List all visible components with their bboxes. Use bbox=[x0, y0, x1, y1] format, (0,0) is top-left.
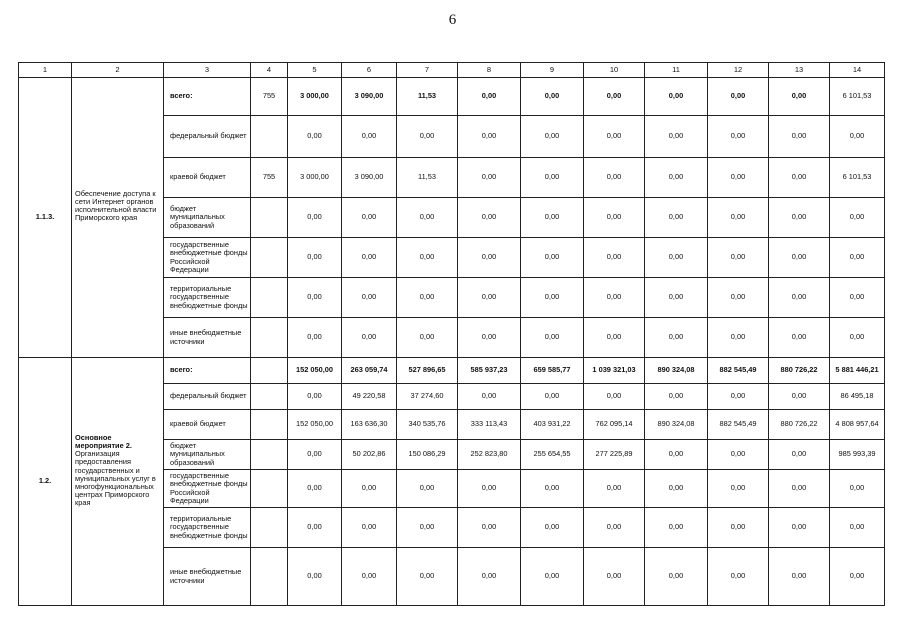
amount-cell: 0,00 bbox=[645, 548, 708, 606]
column-header: 11 bbox=[645, 63, 708, 78]
amount-cell: 0,00 bbox=[521, 384, 584, 410]
column-4-value bbox=[251, 440, 288, 470]
amount-cell: 0,00 bbox=[521, 238, 584, 278]
amount-cell: 882 545,49 bbox=[708, 358, 769, 384]
amount-cell: 0,00 bbox=[708, 470, 769, 508]
amount-cell: 340 535,76 bbox=[397, 410, 458, 440]
amount-cell: 0,00 bbox=[830, 470, 885, 508]
funding-source: федеральный бюджет bbox=[164, 384, 251, 410]
amount-cell: 0,00 bbox=[584, 384, 645, 410]
amount-cell: 3 090,00 bbox=[342, 158, 397, 198]
amount-cell: 263 059,74 bbox=[342, 358, 397, 384]
amount-cell: 163 636,30 bbox=[342, 410, 397, 440]
table-row bbox=[19, 358, 885, 384]
amount-cell: 0,00 bbox=[708, 548, 769, 606]
amount-cell: 0,00 bbox=[645, 78, 708, 116]
amount-cell: 0,00 bbox=[288, 440, 342, 470]
column-4-value bbox=[251, 318, 288, 358]
column-4-value bbox=[251, 410, 288, 440]
amount-cell: 0,00 bbox=[645, 278, 708, 318]
amount-cell: 0,00 bbox=[521, 116, 584, 158]
amount-cell: 0,00 bbox=[584, 198, 645, 238]
amount-cell: 0,00 bbox=[708, 440, 769, 470]
funding-source: краевой бюджет bbox=[164, 410, 251, 440]
amount-cell: 0,00 bbox=[342, 278, 397, 318]
amount-cell: 0,00 bbox=[458, 158, 521, 198]
amount-cell: 49 220,58 bbox=[342, 384, 397, 410]
amount-cell: 0,00 bbox=[458, 548, 521, 606]
amount-cell: 0,00 bbox=[521, 470, 584, 508]
amount-cell: 0,00 bbox=[769, 548, 830, 606]
amount-cell: 0,00 bbox=[458, 78, 521, 116]
funding-source: краевой бюджет bbox=[164, 158, 251, 198]
amount-cell: 0,00 bbox=[708, 198, 769, 238]
amount-cell: 37 274,60 bbox=[397, 384, 458, 410]
amount-cell: 0,00 bbox=[288, 508, 342, 548]
item-name-cell bbox=[72, 78, 164, 358]
funding-source: всего: bbox=[164, 358, 251, 384]
column-header: 5 bbox=[288, 63, 342, 78]
funding-source: федеральный бюджет bbox=[164, 116, 251, 158]
amount-cell: 0,00 bbox=[342, 470, 397, 508]
column-header: 1 bbox=[19, 63, 72, 78]
column-header: 2 bbox=[72, 63, 164, 78]
amount-cell: 0,00 bbox=[708, 384, 769, 410]
column-4-value bbox=[251, 358, 288, 384]
amount-cell: 50 202,86 bbox=[342, 440, 397, 470]
amount-cell: 0,00 bbox=[830, 318, 885, 358]
amount-cell: 0,00 bbox=[397, 548, 458, 606]
column-4-value bbox=[251, 198, 288, 238]
amount-cell: 880 726,22 bbox=[769, 410, 830, 440]
amount-cell: 0,00 bbox=[342, 548, 397, 606]
amount-cell: 0,00 bbox=[342, 116, 397, 158]
amount-cell: 255 654,55 bbox=[521, 440, 584, 470]
amount-cell: 0,00 bbox=[397, 508, 458, 548]
amount-cell: 0,00 bbox=[458, 508, 521, 548]
amount-cell: 0,00 bbox=[645, 198, 708, 238]
funding-source: иные внебюджетные источники bbox=[164, 548, 251, 606]
amount-cell: 0,00 bbox=[830, 548, 885, 606]
amount-cell: 6 101,53 bbox=[830, 158, 885, 198]
amount-cell: 3 090,00 bbox=[342, 78, 397, 116]
column-header: 6 bbox=[342, 63, 397, 78]
amount-cell: 277 225,89 bbox=[584, 440, 645, 470]
amount-cell: 0,00 bbox=[769, 278, 830, 318]
amount-cell: 0,00 bbox=[645, 508, 708, 548]
item-name: Организация предоставления государственных и муниципальных услуг в многофункциональных центрах Приморского края bbox=[75, 449, 156, 508]
column-4-value bbox=[251, 548, 288, 606]
amount-cell: 0,00 bbox=[708, 158, 769, 198]
amount-cell: 0,00 bbox=[397, 238, 458, 278]
item-name-cell bbox=[72, 358, 164, 606]
column-4-value bbox=[251, 116, 288, 158]
amount-cell: 152 050,00 bbox=[288, 410, 342, 440]
amount-cell: 5 881 446,21 bbox=[830, 358, 885, 384]
amount-cell: 0,00 bbox=[397, 318, 458, 358]
amount-cell: 0,00 bbox=[584, 278, 645, 318]
amount-cell: 0,00 bbox=[584, 238, 645, 278]
amount-cell: 0,00 bbox=[458, 238, 521, 278]
amount-cell: 0,00 bbox=[769, 158, 830, 198]
amount-cell: 333 113,43 bbox=[458, 410, 521, 440]
amount-cell: 890 324,08 bbox=[645, 410, 708, 440]
amount-cell: 150 086,29 bbox=[397, 440, 458, 470]
amount-cell: 0,00 bbox=[708, 116, 769, 158]
amount-cell: 0,00 bbox=[645, 384, 708, 410]
amount-cell: 0,00 bbox=[521, 278, 584, 318]
item-name: Обеспечение доступа к сети Интернет органов исполнительной власти Приморского края bbox=[75, 189, 157, 223]
amount-cell: 0,00 bbox=[769, 440, 830, 470]
amount-cell: 527 896,65 bbox=[397, 358, 458, 384]
amount-cell: 0,00 bbox=[645, 470, 708, 508]
amount-cell: 0,00 bbox=[584, 116, 645, 158]
column-header-row bbox=[19, 63, 885, 78]
amount-cell: 0,00 bbox=[769, 384, 830, 410]
amount-cell: 0,00 bbox=[342, 508, 397, 548]
amount-cell: 0,00 bbox=[288, 238, 342, 278]
amount-cell: 985 993,39 bbox=[830, 440, 885, 470]
amount-cell: 0,00 bbox=[288, 548, 342, 606]
amount-cell: 0,00 bbox=[458, 470, 521, 508]
funding-source: бюджет муниципальных образований bbox=[164, 440, 251, 470]
amount-cell: 0,00 bbox=[645, 158, 708, 198]
amount-cell: 0,00 bbox=[288, 198, 342, 238]
amount-cell: 4 808 957,64 bbox=[830, 410, 885, 440]
amount-cell: 880 726,22 bbox=[769, 358, 830, 384]
amount-cell: 0,00 bbox=[584, 508, 645, 548]
amount-cell: 11,53 bbox=[397, 78, 458, 116]
funding-source: бюджет муниципальных образований bbox=[164, 198, 251, 238]
column-header: 9 bbox=[521, 63, 584, 78]
column-4-value bbox=[251, 508, 288, 548]
amount-cell: 0,00 bbox=[521, 158, 584, 198]
amount-cell: 0,00 bbox=[397, 116, 458, 158]
funding-source: территориальные государственные внебюджетные фонды bbox=[164, 508, 251, 548]
amount-cell: 0,00 bbox=[769, 470, 830, 508]
column-4-value: 755 bbox=[251, 158, 288, 198]
amount-cell: 0,00 bbox=[645, 116, 708, 158]
amount-cell: 0,00 bbox=[288, 384, 342, 410]
amount-cell: 0,00 bbox=[521, 548, 584, 606]
amount-cell: 0,00 bbox=[769, 198, 830, 238]
amount-cell: 0,00 bbox=[458, 384, 521, 410]
amount-cell: 0,00 bbox=[769, 78, 830, 116]
amount-cell: 11,53 bbox=[397, 158, 458, 198]
amount-cell: 0,00 bbox=[458, 318, 521, 358]
amount-cell: 3 000,00 bbox=[288, 78, 342, 116]
amount-cell: 0,00 bbox=[645, 318, 708, 358]
column-4-value bbox=[251, 238, 288, 278]
column-header: 3 bbox=[164, 63, 251, 78]
column-header: 7 bbox=[397, 63, 458, 78]
amount-cell: 0,00 bbox=[708, 238, 769, 278]
amount-cell: 0,00 bbox=[708, 508, 769, 548]
amount-cell: 0,00 bbox=[584, 318, 645, 358]
column-header: 12 bbox=[708, 63, 769, 78]
amount-cell: 152 050,00 bbox=[288, 358, 342, 384]
column-4-value bbox=[251, 470, 288, 508]
item-name-bold: Основное мероприятие 2. bbox=[75, 433, 132, 451]
funding-source: государственные внебюджетные фонды Российской Федерации bbox=[164, 470, 251, 508]
amount-cell: 0,00 bbox=[708, 278, 769, 318]
column-header: 8 bbox=[458, 63, 521, 78]
column-4-value bbox=[251, 384, 288, 410]
amount-cell: 0,00 bbox=[458, 198, 521, 238]
column-header: 14 bbox=[830, 63, 885, 78]
amount-cell: 0,00 bbox=[397, 198, 458, 238]
amount-cell: 0,00 bbox=[288, 116, 342, 158]
column-header: 10 bbox=[584, 63, 645, 78]
funding-source: территориальные государственные внебюджетные фонды bbox=[164, 278, 251, 318]
amount-cell: 0,00 bbox=[342, 198, 397, 238]
amount-cell: 0,00 bbox=[769, 238, 830, 278]
amount-cell: 0,00 bbox=[288, 278, 342, 318]
amount-cell: 3 000,00 bbox=[288, 158, 342, 198]
amount-cell: 0,00 bbox=[458, 278, 521, 318]
amount-cell: 0,00 bbox=[584, 78, 645, 116]
amount-cell: 659 585,77 bbox=[521, 358, 584, 384]
column-header: 4 bbox=[251, 63, 288, 78]
column-header: 13 bbox=[769, 63, 830, 78]
amount-cell: 0,00 bbox=[521, 508, 584, 548]
funding-source: иные внебюджетные источники bbox=[164, 318, 251, 358]
amount-cell: 0,00 bbox=[830, 508, 885, 548]
amount-cell: 0,00 bbox=[584, 470, 645, 508]
amount-cell: 0,00 bbox=[830, 116, 885, 158]
item-code: 1.1.3. bbox=[19, 78, 72, 358]
amount-cell: 0,00 bbox=[769, 508, 830, 548]
amount-cell: 86 495,18 bbox=[830, 384, 885, 410]
amount-cell: 0,00 bbox=[342, 318, 397, 358]
column-4-value: 755 bbox=[251, 78, 288, 116]
amount-cell: 252 823,80 bbox=[458, 440, 521, 470]
amount-cell: 0,00 bbox=[708, 78, 769, 116]
amount-cell: 0,00 bbox=[521, 78, 584, 116]
amount-cell: 1 039 321,03 bbox=[584, 358, 645, 384]
amount-cell: 0,00 bbox=[397, 470, 458, 508]
amount-cell: 585 937,23 bbox=[458, 358, 521, 384]
amount-cell: 0,00 bbox=[645, 440, 708, 470]
amount-cell: 0,00 bbox=[397, 278, 458, 318]
amount-cell: 0,00 bbox=[584, 158, 645, 198]
table-row bbox=[19, 78, 885, 116]
amount-cell: 0,00 bbox=[769, 318, 830, 358]
column-4-value bbox=[251, 278, 288, 318]
amount-cell: 0,00 bbox=[521, 318, 584, 358]
amount-cell: 882 545,49 bbox=[708, 410, 769, 440]
amount-cell: 890 324,08 bbox=[645, 358, 708, 384]
amount-cell: 0,00 bbox=[342, 238, 397, 278]
amount-cell: 0,00 bbox=[830, 278, 885, 318]
item-code: 1.2. bbox=[19, 358, 72, 606]
amount-cell: 6 101,53 bbox=[830, 78, 885, 116]
budget-table bbox=[18, 62, 885, 606]
amount-cell: 0,00 bbox=[521, 198, 584, 238]
funding-source: государственные внебюджетные фонды Российской Федерации bbox=[164, 238, 251, 278]
amount-cell: 403 931,22 bbox=[521, 410, 584, 440]
amount-cell: 0,00 bbox=[708, 318, 769, 358]
amount-cell: 0,00 bbox=[769, 116, 830, 158]
amount-cell: 0,00 bbox=[645, 238, 708, 278]
amount-cell: 0,00 bbox=[288, 470, 342, 508]
funding-source: всего: bbox=[164, 78, 251, 116]
amount-cell: 0,00 bbox=[458, 116, 521, 158]
page-number: 6 bbox=[448, 12, 457, 28]
amount-cell: 762 095,14 bbox=[584, 410, 645, 440]
amount-cell: 0,00 bbox=[584, 548, 645, 606]
amount-cell: 0,00 bbox=[830, 238, 885, 278]
amount-cell: 0,00 bbox=[830, 198, 885, 238]
amount-cell: 0,00 bbox=[288, 318, 342, 358]
